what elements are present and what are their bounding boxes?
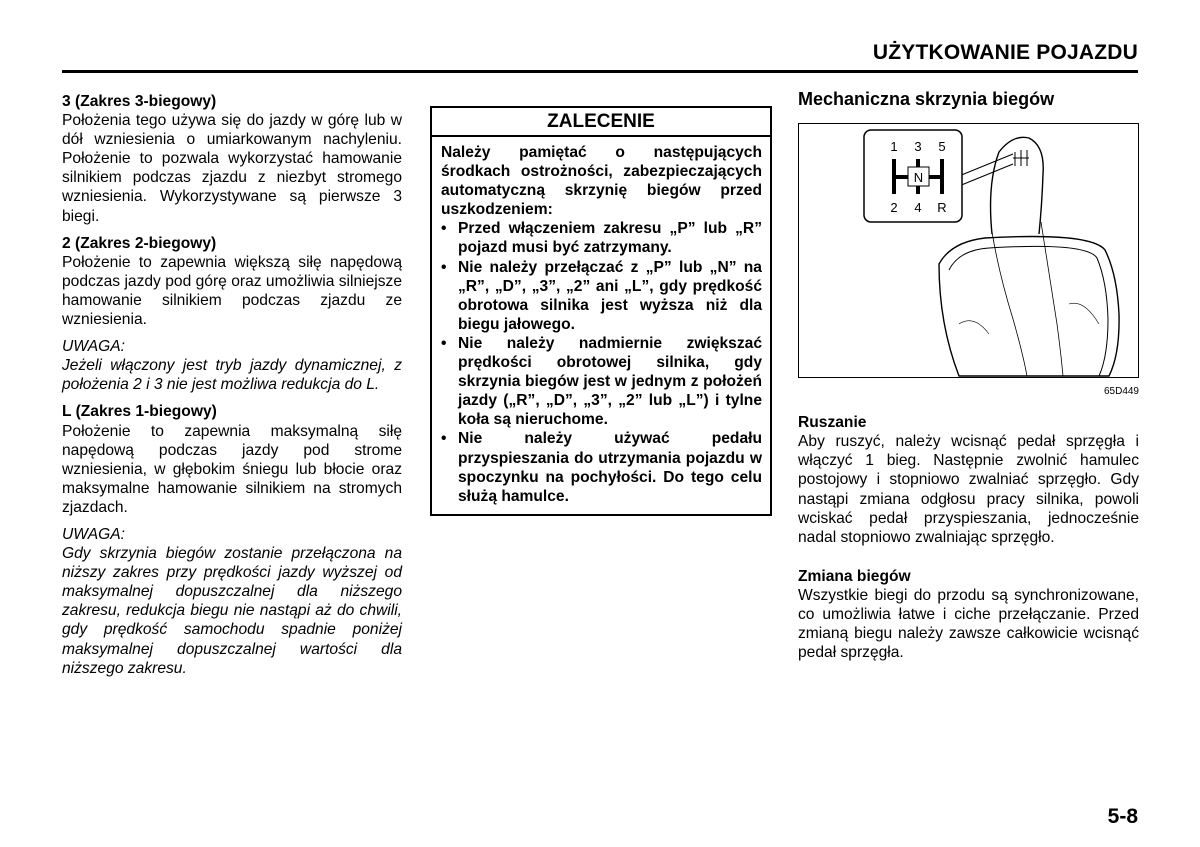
neutral-label: N <box>913 170 924 186</box>
bullet-icon: • <box>441 220 447 238</box>
note-label: UWAGA: <box>62 338 125 356</box>
left-column <box>62 92 402 686</box>
advice-item-text: Przed włączeniem zakresu „P” lub „R” pojazd musi być zatrzymany. <box>458 220 762 257</box>
callout-line <box>959 154 1013 176</box>
boot-fold <box>992 232 1027 376</box>
advice-box <box>430 106 772 516</box>
note-downshift <box>62 525 402 678</box>
boot-fold <box>959 321 989 334</box>
figure-code: 65D449 <box>1103 386 1139 398</box>
advice-item <box>441 429 762 505</box>
bullet-icon: • <box>441 334 447 352</box>
advice-item-text: Nie należy nadmiernie zwiększać prędkości obrotowej silnika, gdy skrzynia biegów jest w jednym z położeń jazdy („R”, „D”, „3”, „2” lub „L”) i tylne koła są nieruchome. <box>458 334 762 429</box>
section-title: Ruszanie <box>798 414 867 432</box>
right-column <box>798 90 1139 682</box>
note-label: UWAGA: <box>62 525 125 543</box>
note-text: Gdy skrzynia biegów zostanie przełączona na niższy zakres przy prędkości jazdy wyższej od maksymalnej dopuszczalnej dla niższego zakresu, redukcja biegu nie nastąpi aż do chwili, gdy prędkość samochodu spadnie poniżej maksymalnej dopuszczalnej wartości dla niższego zakresu. <box>62 545 402 677</box>
section-starting <box>798 413 1139 547</box>
page-number: 5-8 <box>1107 805 1138 828</box>
section-title: L (Zakres 1-biegowy) <box>62 403 217 421</box>
page-header-title: UŻYTKOWANIE POJAZDU <box>872 41 1138 64</box>
bullet-icon: • <box>441 258 447 276</box>
advice-item <box>441 258 762 334</box>
advice-item <box>441 219 762 257</box>
boot-outer <box>939 237 1119 377</box>
boot-fold <box>1069 303 1099 324</box>
boot-inner <box>949 246 1108 376</box>
advice-list <box>441 219 762 505</box>
bullet-icon: • <box>441 430 447 448</box>
callout-line <box>959 164 1013 186</box>
advice-item-text: Nie należy przełączać z „P” lub „N” na „R”, „D”, „3”, „2” ani „L”, gdy prędkość obrotowa silnika jest wyższa niż dla biegu jałowego. <box>458 258 762 333</box>
gear-shifter-illustration <box>799 124 1138 377</box>
section-text: Aby ruszyć, należy wcisnąć pedał sprzęgła i włączyć 1 bieg. Następnie zwolnić hamulec postojowy i stopniowo zwalniać sprzęgło. Gdy nastąpi zmiana odgłosu pracy silnika, powoli wciskać pedał przyspieszania, jednocześnie nadal stopniowo zwalniając sprzęgło. <box>798 433 1139 546</box>
note-dynamic-mode <box>62 337 402 394</box>
gear-label: R <box>937 200 947 216</box>
advice-intro: Należy pamiętać o następujących środkach ostrożności, zabezpieczających automatyczną skrzynię biegów przed uszkodzeniem: <box>441 144 762 219</box>
section-text: Wszystkie biegi do przodu są synchronizowane, co umożliwia łatwe i ciche przełączanie. Przed zmianą biegu należy zawsze całkowicie wcisnąć pedał sprzęgła. <box>798 586 1139 662</box>
advice-body <box>432 137 770 514</box>
advice-item-text: Nie należy używać pedału przyspieszania do utrzymania pojazdu w spoczynku na pochyłości. Do tego celu służą hamulce. <box>458 430 762 505</box>
header-divider <box>62 70 1138 73</box>
gear-label: 5 <box>938 139 946 155</box>
section-range-2 <box>62 234 402 329</box>
section-text: Położenia tego używa się do jazdy w górę lub w dół wzniesienia o umiarkowanym nachyleniu. Położenie to pozwala wykorzystać hamowanie silnikiem podczas zjazdu z niezbyt stromego wzniesienia. Wykorzystywane są pierwsze 3 biegi. <box>62 112 402 225</box>
section-gear-change <box>798 567 1139 662</box>
section-title: 3 (Zakres 3-biegowy) <box>62 93 217 110</box>
gear-shift-figure <box>798 123 1139 378</box>
section-text: Położenie to zapewnia większą siłę napędową podczas jazdy pod górę oraz umożliwia silniejsze hamowanie silnikiem podczas zjazdu ze wzniesienia. <box>62 253 402 329</box>
advice-item <box>441 334 762 429</box>
section-title: 2 (Zakres 2-biegowy) <box>62 234 217 252</box>
shift-knob <box>991 137 1044 234</box>
gear-label: 2 <box>890 200 898 216</box>
note-text: Jeżeli włączony jest tryb jazdy dynamicznej, z położenia 2 i 3 nie jest możliwa redukcja do L. <box>62 357 402 394</box>
section-title: Zmiana biegów <box>798 567 911 585</box>
gear-label: 3 <box>914 139 922 155</box>
section-heading: Mechaniczna skrzynia biegów <box>798 89 1055 109</box>
section-range-3 <box>62 92 402 226</box>
section-range-l <box>62 402 402 517</box>
gear-label: 4 <box>914 200 922 216</box>
advice-title: ZALECENIE <box>432 108 770 137</box>
section-text: Położenie to zapewnia maksymalną siłę napędową podczas jazdy pod strome wzniesienia, w głębokim śniegu lub błocie oraz maksymalne hamowanie silnikiem na stromych zjazdach. <box>62 422 402 516</box>
gear-label: 1 <box>890 139 898 155</box>
boot-fold <box>1041 222 1063 376</box>
